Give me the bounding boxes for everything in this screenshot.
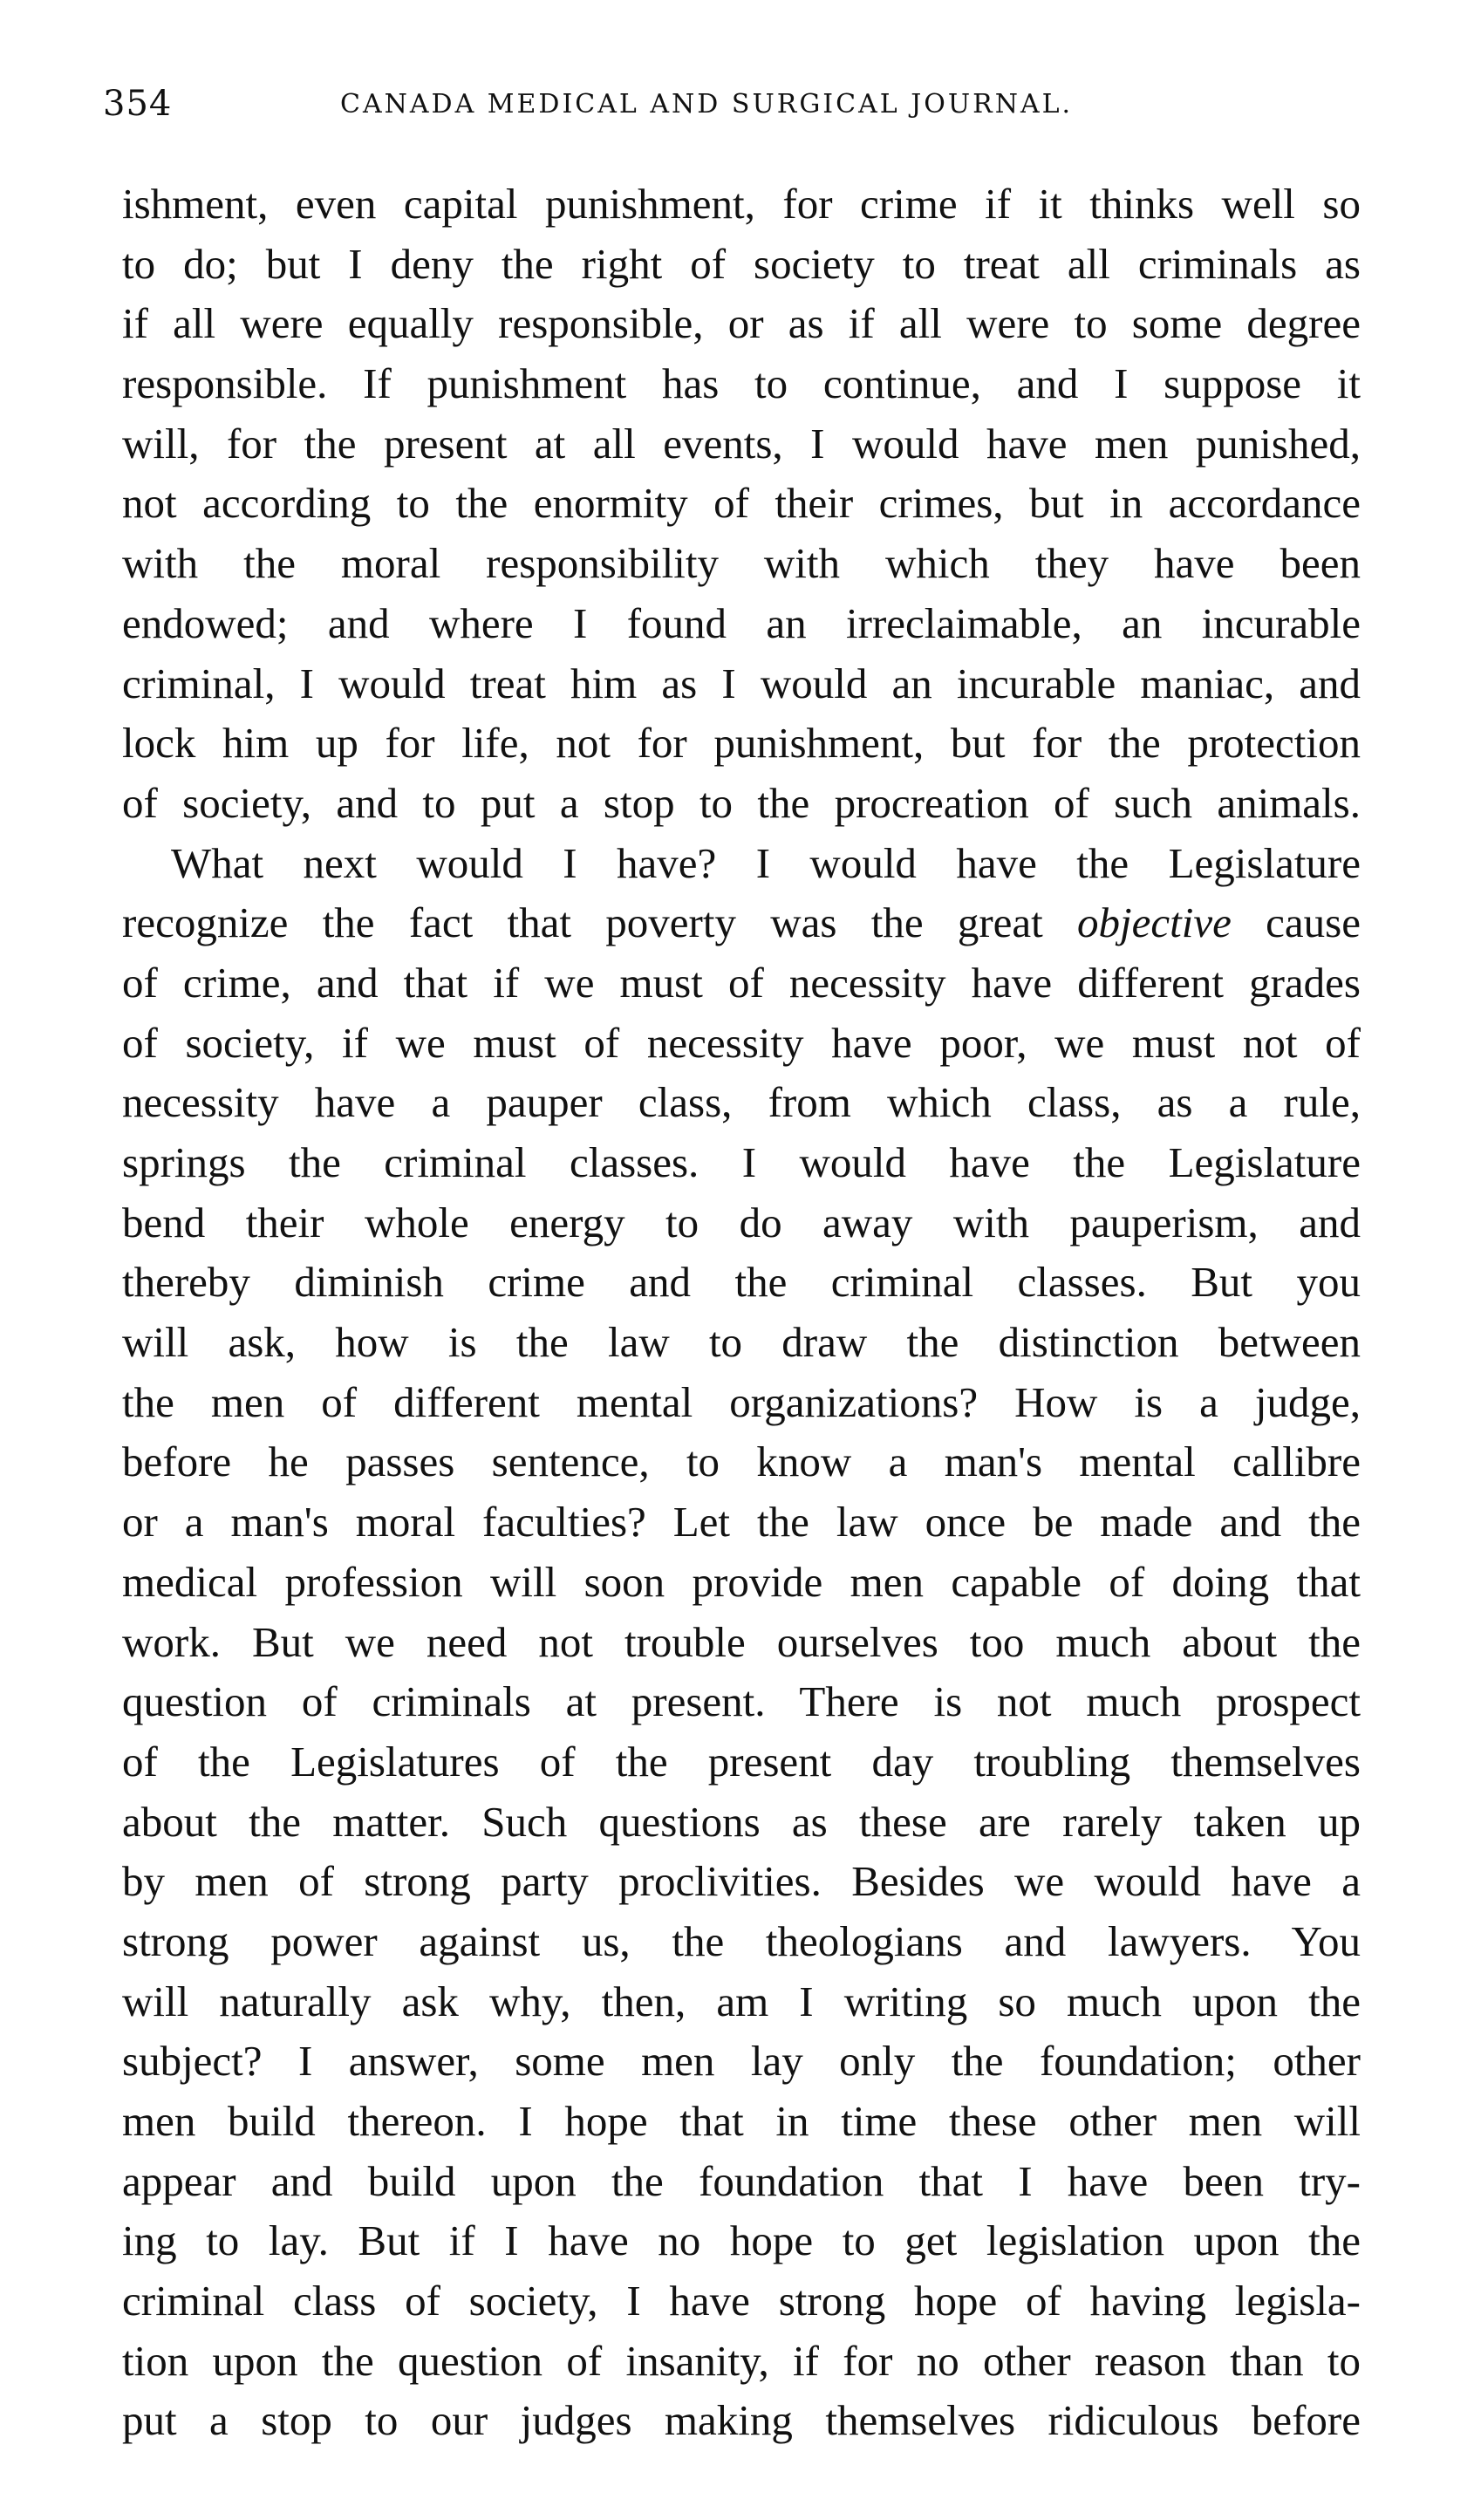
text-line: of crime, and that if we must of necessity have different grades xyxy=(122,958,1361,1007)
text-line: will naturally ask why, then, am I writing so much upon the xyxy=(122,1977,1361,2025)
text-line: if all were equally responsible, or as if all were to some degree xyxy=(122,299,1361,348)
text-line: not according to the enormity of their crimes, but in accordance xyxy=(122,479,1361,528)
text-line: criminal class of society, I have strong hope of having legisla- xyxy=(122,2277,1361,2325)
journal-title: CANADA MEDICAL AND SURGICAL JOURNAL. xyxy=(340,89,1074,120)
running-head xyxy=(103,84,1350,136)
text-line: with the moral responsibility with which they have been xyxy=(122,539,1361,588)
text-line: before he passes sentence, to know a man's mental callibre xyxy=(122,1438,1361,1486)
text-line: bend their whole energy to do away with pauperism, and xyxy=(122,1198,1361,1246)
text-line: work. But we need not trouble ourselves too much about the xyxy=(122,1617,1361,1666)
text-segment: recognize the fact that poverty was the great xyxy=(122,898,1078,947)
text-segment: cause xyxy=(1231,898,1361,947)
text-line: subject? I answer, some men lay only the foundation; other xyxy=(122,2037,1361,2086)
text-line: of society, if we must of necessity have poor, we must not of xyxy=(122,1018,1361,1067)
page-number: 354 xyxy=(103,84,173,124)
text-line: ing to lay. But if I have no hope to get legislation upon the xyxy=(122,2216,1361,2265)
text-line: by men of strong party proclivities. Besides we would have a xyxy=(122,1857,1361,1906)
italic-emphasis: objective xyxy=(1077,898,1232,947)
text-line xyxy=(122,893,1361,953)
text-line: of the Legislatures of the present day troubling themselves xyxy=(122,1737,1361,1786)
text-line: ishment, even capital punishment, for crime if it thinks well so xyxy=(122,180,1361,228)
text-line: will, for the present at all events, I would have men punished, xyxy=(122,419,1361,468)
text-line: tion upon the question of insanity, if for no other reason than to xyxy=(122,2336,1361,2385)
text-line: medical profession will soon provide men capable of doing that xyxy=(122,1557,1361,1606)
text-line: criminal, I would treat him as I would an incurable maniac, and xyxy=(122,659,1361,707)
text-line: question of criminals at present. There is not much prospect xyxy=(122,1677,1361,1726)
text-line: of society, and to put a stop to the procreation of such animals. xyxy=(122,778,1361,827)
body-text xyxy=(122,174,1361,2451)
text-line: the men of different mental organizations? How is a judge, xyxy=(122,1377,1361,1426)
text-line: put a stop to our judges making themselves ridiculous before xyxy=(122,2396,1361,2445)
text-line: will ask, how is the law to draw the distinction between xyxy=(122,1318,1361,1367)
text-line: to do; but I deny the right of society to treat all criminals as xyxy=(122,239,1361,288)
text-line: appear and build upon the foundation that I have been try- xyxy=(122,2156,1361,2205)
text-line: endowed; and where I found an irreclaimable, an incurable xyxy=(122,598,1361,647)
text-line: lock him up for life, not for punishment, but for the protection xyxy=(122,719,1361,768)
text-line: strong power against us, the theologians and lawyers. You xyxy=(122,1916,1361,1965)
text-line: necessity have a pauper class, from which class, as a rule, xyxy=(122,1078,1361,1127)
text-line: men build thereon. I hope that in time these other men will xyxy=(122,2097,1361,2145)
text-line: thereby diminish crime and the criminal classes. But you xyxy=(122,1258,1361,1307)
text-line: or a man's moral faculties? Let the law once be made and the xyxy=(122,1498,1361,1547)
text-line: springs the criminal classes. I would have the Legislature xyxy=(122,1138,1361,1186)
text-line: about the matter. Such questions as these are rarely taken up xyxy=(122,1797,1361,1846)
paragraph-start-line: What next would I have? I would have the Legislature xyxy=(171,838,1361,887)
text-line: responsible. If punishment has to continue, and I suppose it xyxy=(122,359,1361,408)
